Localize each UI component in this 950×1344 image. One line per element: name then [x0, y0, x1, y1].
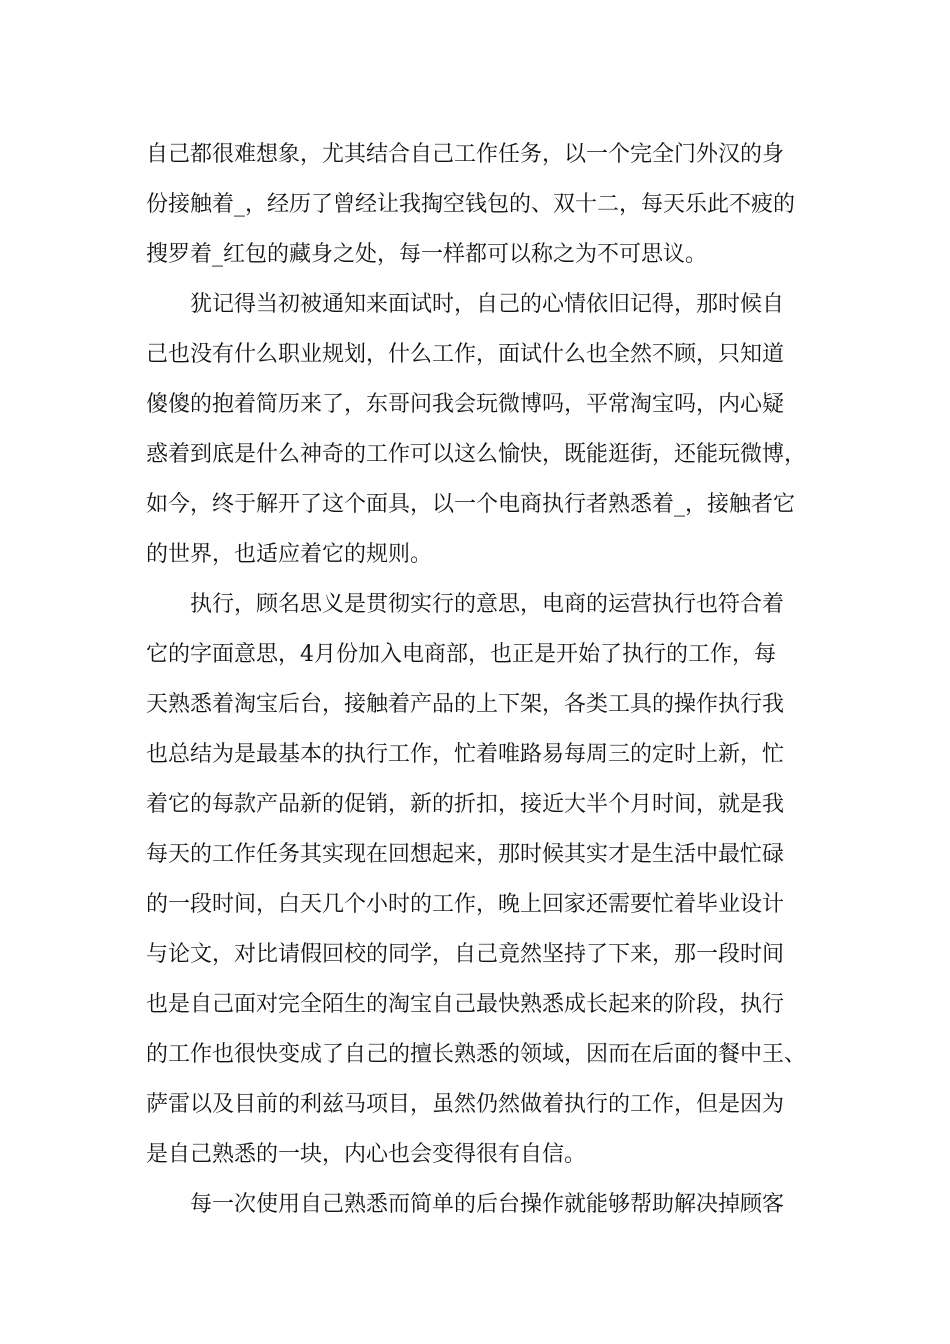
text-line: 己也没有什么职业规划，什么工作，面试什么也全然不顾，只知道: [146, 342, 785, 367]
document-body: [146, 130, 830, 1230]
text-line: 傻傻的抱着简历来了，东哥问我会玩微博吗，平常淘宝吗，内心疑: [146, 392, 785, 417]
paragraph-start-line: 每一次使用自己熟悉而简单的后台操作就能够帮助解决掉顾客: [190, 1192, 785, 1217]
text-line: 的世界，也适应着它的规则。: [146, 542, 433, 567]
text-line: 它的字面意思，4月份加入电商部，也正是开始了执行的工作，每: [146, 642, 776, 667]
text-line: 着它的每款产品新的促销，新的折扣，接近大半个月时间，就是我: [146, 792, 785, 817]
text-line: 的一段时间，白天几个小时的工作，晚上回家还需要忙着毕业设计: [146, 892, 785, 917]
text-line: 如今，终于解开了这个面具，以一个电商执行者熟悉着_，接触者它: [146, 492, 796, 517]
text-line: 也总结为是最基本的执行工作，忙着唯路易每周三的定时上新，忙: [146, 742, 785, 767]
text-line: 每天的工作任务其实现在回想起来，那时候其实才是生活中最忙碌: [146, 842, 785, 867]
text-line: 自己都很难想象，尤其结合自己工作任务，以一个完全门外汉的身: [146, 142, 785, 167]
text-line: 搜罗着_红包的藏身之处，每一样都可以称之为不可思议。: [146, 242, 708, 267]
text-line: 萨雷以及目前的利兹马项目，虽然仍然做着执行的工作，但是因为: [146, 1092, 785, 1117]
text-line: 份接触着_，经历了曾经让我掏空钱包的、双十二，每天乐此不疲的: [146, 192, 796, 217]
paragraph-start-line: 犹记得当初被通知来面试时，自己的心情依旧记得，那时候自: [190, 292, 785, 317]
text-line: 天熟悉着淘宝后台，接触着产品的上下架，各类工具的操作执行我: [146, 692, 785, 717]
text-line: 是自己熟悉的一块，内心也会变得很有自信。: [146, 1142, 587, 1167]
text-line: 的工作也很快变成了自己的擅长熟悉的领域，因而在后面的餐中王、: [146, 1042, 807, 1067]
text-line: 与论文，对比请假回校的同学，自己竟然坚持了下来，那一段时间: [146, 942, 785, 967]
paragraph-start-line: 执行，顾名思义是贯彻实行的意思，电商的运营执行也符合着: [190, 592, 785, 617]
text-line: 惑着到底是什么神奇的工作可以这么愉快，既能逛街，还能玩微博，: [146, 442, 807, 467]
text-line: 也是自己面对完全陌生的淘宝自己最快熟悉成长起来的阶段，执行: [146, 992, 785, 1017]
